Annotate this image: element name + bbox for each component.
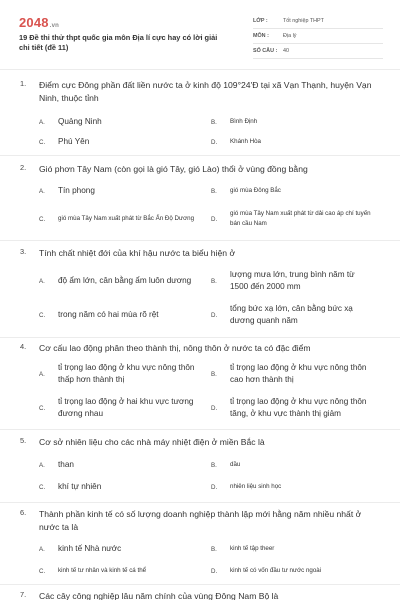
question-text: Tính chất nhiệt đới của khí hậu nước ta biểu hiện ở bbox=[39, 248, 236, 258]
option-a[interactable] bbox=[39, 459, 209, 471]
option-letter: C. bbox=[39, 483, 46, 491]
option-letter: A. bbox=[39, 545, 45, 553]
option-letter: B. bbox=[211, 277, 217, 285]
option-d[interactable] bbox=[211, 303, 383, 327]
question-number: 1. bbox=[20, 79, 27, 88]
question-4 bbox=[0, 342, 400, 426]
option-b[interactable] bbox=[211, 185, 381, 197]
option-c[interactable] bbox=[39, 396, 211, 420]
option-text: độ ẩm lớn, cân bằng ẩm luôn dương bbox=[58, 276, 192, 285]
option-text: tỉ trọng lao động ở khu vực nông thôn thấp hơn thành thị bbox=[58, 363, 195, 384]
page-header bbox=[0, 0, 400, 66]
option-b[interactable] bbox=[211, 543, 381, 555]
option-text: gió mùa Tây Nam xuất phát từ dải cao áp chí tuyến bán cầu Nam bbox=[230, 210, 371, 227]
option-text: nhiên liệu sinh học bbox=[230, 483, 282, 490]
option-d[interactable] bbox=[211, 396, 383, 420]
meta-value-question-count: 40 bbox=[283, 48, 289, 54]
option-letter: B. bbox=[211, 370, 217, 378]
option-letter: B. bbox=[211, 118, 217, 126]
option-a[interactable] bbox=[39, 362, 211, 386]
option-text: Quảng Ninh bbox=[58, 117, 102, 126]
divider bbox=[0, 429, 400, 430]
meta-value-subject: Địa lý bbox=[283, 33, 297, 39]
logo-suffix: .vn bbox=[49, 23, 60, 29]
option-a[interactable] bbox=[39, 185, 209, 197]
option-letter: C. bbox=[39, 138, 46, 146]
meta-value-class: Tốt nghiệp THPT bbox=[283, 18, 324, 24]
question-text: Gió phơn Tây Nam (còn gọi là gió Tây, gió Lào) thổi ở vùng đồng bằng bbox=[39, 164, 308, 174]
option-a[interactable] bbox=[39, 269, 211, 293]
option-letter: D. bbox=[211, 215, 218, 223]
option-letter: B. bbox=[211, 545, 217, 553]
option-text: khí tự nhiên bbox=[58, 482, 102, 491]
question-5 bbox=[0, 436, 400, 498]
option-letter: A. bbox=[39, 461, 45, 469]
divider bbox=[0, 240, 400, 241]
logo-text: 2048 bbox=[19, 15, 49, 30]
question-6 bbox=[0, 508, 400, 583]
question-text: Cơ sở nhiên liệu cho các nhà máy nhiệt điện ở miền Bắc là bbox=[39, 437, 265, 447]
option-letter: B. bbox=[211, 461, 217, 469]
option-text: kinh tế có vốn đầu tư nước ngoài bbox=[230, 567, 322, 574]
option-letter: A. bbox=[39, 118, 45, 126]
option-text: kinh tế tập theer bbox=[230, 545, 275, 552]
option-d[interactable] bbox=[211, 481, 381, 493]
question-number: 3. bbox=[20, 247, 27, 256]
divider bbox=[0, 502, 400, 503]
option-letter: A. bbox=[39, 187, 45, 195]
option-text: gió mùa Đông Bắc bbox=[230, 187, 281, 194]
question-1 bbox=[0, 79, 400, 149]
divider bbox=[0, 584, 400, 585]
meta-label-subject: MÔN : bbox=[253, 33, 269, 39]
option-text: Bình Định bbox=[230, 118, 258, 125]
question-text: Cơ cấu lao động phân theo thành thị, nông thôn ở nước ta có đặc điểm bbox=[39, 343, 311, 353]
question-7 bbox=[0, 590, 400, 600]
divider bbox=[0, 337, 400, 338]
question-number: 5. bbox=[20, 436, 27, 445]
question-text: Thành phần kinh tế có số lượng doanh nghiệp thành lập mới hằng năm nhiều nhất ở nước ta là bbox=[39, 509, 362, 532]
question-number: 7. bbox=[20, 590, 27, 599]
option-letter: C. bbox=[39, 215, 46, 223]
question-number: 4. bbox=[20, 342, 27, 351]
option-letter: D. bbox=[211, 138, 218, 146]
option-c[interactable] bbox=[39, 565, 209, 577]
question-number: 6. bbox=[20, 508, 27, 517]
meta-row-class bbox=[253, 14, 383, 29]
option-text: kinh tế Nhà nước bbox=[58, 544, 122, 553]
option-b[interactable] bbox=[211, 459, 381, 471]
option-b[interactable] bbox=[211, 269, 383, 293]
question-number: 2. bbox=[20, 163, 27, 172]
option-text: Tín phong bbox=[58, 186, 95, 195]
option-text: kinh tế tư nhân và kinh tế cá thể bbox=[58, 567, 147, 574]
option-c[interactable] bbox=[39, 136, 209, 148]
option-text: Phú Yên bbox=[58, 137, 90, 146]
option-letter: D. bbox=[211, 483, 218, 491]
option-letter: B. bbox=[211, 187, 217, 195]
option-text: tổng bức xạ lớn, cân bằng bức xạ dương quanh năm bbox=[230, 304, 353, 325]
option-a[interactable] bbox=[39, 116, 209, 128]
question-text: Điểm cực Đông phần đất liền nước ta ở kinh độ 109°24'Đ tại xã Vạn Thạnh, huyện Vạn Ninh, thuộc tỉnh bbox=[39, 80, 372, 103]
option-letter: C. bbox=[39, 311, 46, 319]
option-d[interactable] bbox=[211, 565, 381, 577]
option-c[interactable] bbox=[39, 208, 209, 230]
option-c[interactable] bbox=[39, 303, 211, 327]
option-d[interactable] bbox=[211, 208, 381, 230]
document-title: 19 Đề thi thử thpt quốc gia môn Địa lí cực hay có lời giải chi tiết (đề 11) bbox=[19, 33, 218, 52]
site-logo[interactable] bbox=[19, 15, 59, 30]
question-2 bbox=[0, 163, 400, 235]
meta-label-question-count: SỐ CÂU : bbox=[253, 48, 278, 54]
option-text: gió mùa Tây Nam xuất phát từ Bắc Ấn Độ Dương bbox=[58, 215, 195, 222]
option-letter: D. bbox=[211, 311, 218, 319]
document-meta bbox=[253, 14, 383, 59]
option-text: tỉ trọng lao động ở khu vực nông thôn cao hơn thành thị bbox=[230, 363, 367, 384]
question-text: Các cây công nghiệp lâu năm chính của vùng Đông Nam Bộ là bbox=[39, 591, 279, 600]
option-letter: C. bbox=[39, 567, 46, 575]
divider bbox=[0, 69, 400, 70]
meta-row-question-count bbox=[253, 44, 383, 59]
option-letter: D. bbox=[211, 567, 218, 575]
option-a[interactable] bbox=[39, 543, 209, 555]
option-text: tỉ trọng lao động ở khu vực nông thôn tăng, ở khu vực thành thị giảm bbox=[230, 397, 367, 418]
option-text: lượng mưa lớn, trung bình năm từ 1500 đến 2000 mm bbox=[230, 270, 355, 291]
divider bbox=[0, 155, 400, 156]
option-text: tỉ trọng lao động ở hai khu vực tương đương nhau bbox=[58, 397, 194, 418]
option-c[interactable] bbox=[39, 481, 209, 493]
option-b[interactable] bbox=[211, 362, 383, 386]
meta-label-class: LỚP : bbox=[253, 18, 268, 24]
option-letter: D. bbox=[211, 404, 218, 412]
option-b[interactable] bbox=[211, 116, 381, 128]
option-text: trong năm có hai mùa rõ rệt bbox=[58, 310, 159, 319]
option-text: dầu bbox=[230, 461, 241, 468]
question-3 bbox=[0, 247, 400, 333]
option-letter: A. bbox=[39, 370, 45, 378]
meta-row-subject bbox=[253, 29, 383, 44]
option-d[interactable] bbox=[211, 136, 381, 148]
option-text: than bbox=[58, 460, 74, 469]
option-letter: A. bbox=[39, 277, 45, 285]
option-letter: C. bbox=[39, 404, 46, 412]
option-text: Khánh Hòa bbox=[230, 138, 261, 145]
